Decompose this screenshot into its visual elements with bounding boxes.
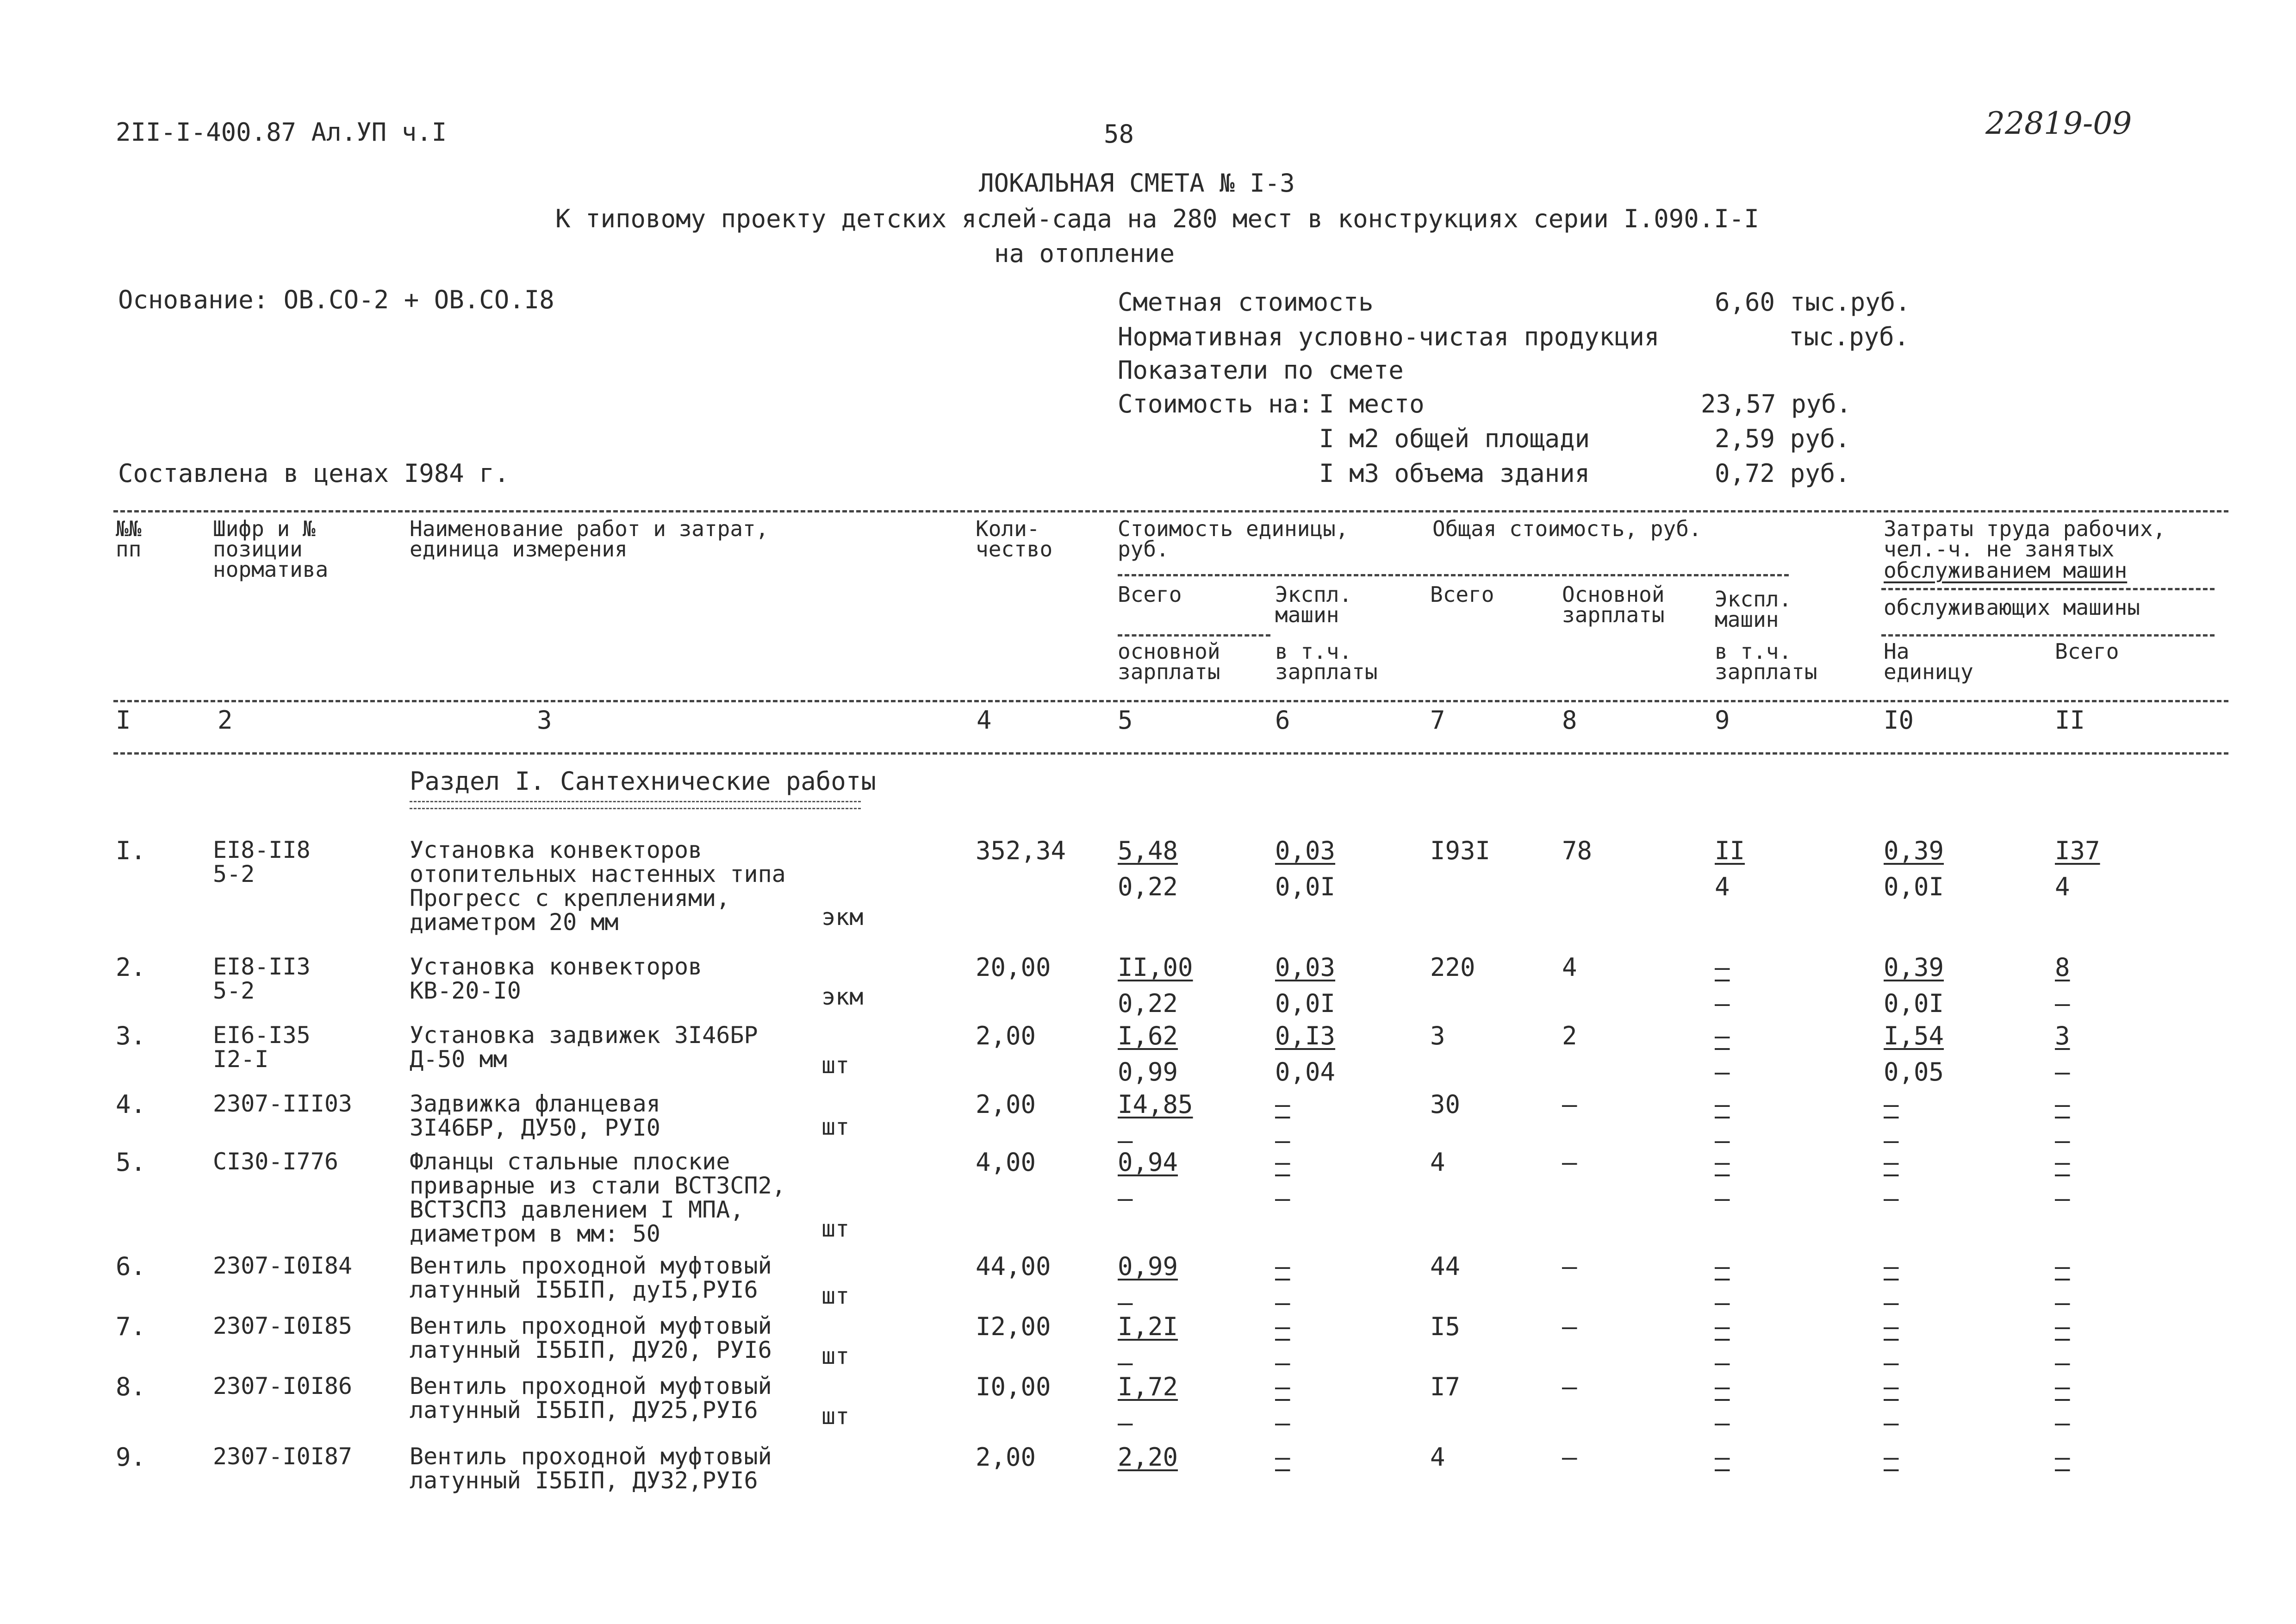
total-wage: – bbox=[1562, 1148, 1577, 1177]
total-machine-wage: 4 bbox=[1715, 872, 1730, 901]
labor-per-unit: – bbox=[1884, 1443, 1899, 1472]
total-cost: I5 bbox=[1430, 1312, 1461, 1341]
norm-code: ЕI8-II3 5-2 bbox=[213, 953, 311, 1004]
indicators-label: Показатели по смете bbox=[1118, 356, 1404, 385]
section-title: Раздел I. Сантехнические работы bbox=[410, 767, 876, 796]
labor-per-unit-machine: 0,0I bbox=[1884, 989, 1944, 1018]
labor-total: – bbox=[2055, 1312, 2070, 1341]
unit-cost-wage: – bbox=[1118, 1184, 1133, 1213]
column-number: 3 bbox=[537, 706, 552, 735]
unit-cost-header: Стоимость единицы, руб. bbox=[1118, 516, 1349, 562]
row-number: 3. bbox=[116, 1021, 146, 1050]
basis: Основание: ОВ.СО-2 + ОВ.СО.I8 bbox=[118, 285, 554, 314]
labor-per-unit-machine: – bbox=[1884, 1408, 1899, 1437]
col-number-header: №№ пп bbox=[116, 516, 142, 562]
unit-cost-machine-wage: – bbox=[1275, 1348, 1290, 1377]
page-number: 58 bbox=[1104, 119, 1134, 149]
labor-total-machine: – bbox=[2055, 1057, 2070, 1087]
total-cost: I7 bbox=[1430, 1372, 1461, 1401]
unit-of-measure: шт bbox=[821, 1215, 850, 1242]
section-title-double-underline bbox=[410, 801, 861, 809]
labor-per-unit: – bbox=[1884, 1252, 1899, 1281]
labor-per-unit: – bbox=[1884, 1090, 1899, 1119]
unit-cost-total: 5,48 bbox=[1118, 836, 1178, 865]
col9-machine-header: Экспл. машин bbox=[1715, 587, 1792, 632]
estimated-cost-label: Сметная стоимость bbox=[1118, 287, 1374, 317]
col11-total-header: Всего bbox=[2055, 639, 2119, 664]
prices-year: Составлена в ценах I984 г. bbox=[118, 459, 510, 488]
unit-of-measure: шт bbox=[821, 1282, 850, 1309]
norm-code: 2307-III03 bbox=[213, 1090, 353, 1117]
estimate-subtitle: К типовому проекту детских яслей-сада на 280 мест в конструкциях серии I.090.I-I bbox=[555, 204, 1759, 233]
unit-cost-machine-wage: – bbox=[1275, 1408, 1290, 1437]
col10-per-unit-header: На единицу bbox=[1884, 639, 1973, 684]
total-wage: – bbox=[1562, 1443, 1577, 1472]
estimate-title: ЛОКАЛЬНАЯ СМЕТА № I-3 bbox=[979, 169, 1295, 198]
unit-cost-wage: 0,22 bbox=[1118, 872, 1178, 901]
norm-code: 2307-I0I87 bbox=[213, 1443, 353, 1470]
work-name: Вентиль проходной муфтовый латунный I5БIП, дуI5,РУI6 bbox=[410, 1252, 772, 1303]
estimated-cost-value: 6,60 тыс.руб. bbox=[1715, 287, 1910, 317]
total-machine-wage: – bbox=[1715, 1057, 1730, 1087]
total-wage: – bbox=[1562, 1372, 1577, 1401]
header-sub-rule-3 bbox=[1118, 634, 1270, 637]
handwritten-stamp: 22819-09 bbox=[1985, 106, 2132, 141]
total-cost-header: Общая стоимость, руб. bbox=[1432, 516, 1702, 541]
unit-cost-machine-wage: 0,04 bbox=[1275, 1057, 1336, 1087]
per-m3-label: I м3 объема здания bbox=[1319, 459, 1590, 488]
labor-per-unit: I,54 bbox=[1884, 1021, 1944, 1050]
estimate-subject: на отопление bbox=[994, 239, 1175, 268]
col9-wage-header: в т.ч. зарплаты bbox=[1715, 639, 1817, 684]
total-wage: – bbox=[1562, 1312, 1577, 1341]
total-machine-wage: – bbox=[1715, 1288, 1730, 1317]
document-code: 2II-I-400.87 Ал.УП ч.I bbox=[116, 118, 447, 147]
unit-cost-wage: 0,22 bbox=[1118, 989, 1178, 1018]
labor-per-unit: – bbox=[1884, 1148, 1899, 1177]
total-wage: 78 bbox=[1562, 836, 1593, 865]
labor-subheader: обслуживанием машин bbox=[1884, 558, 2128, 583]
total-cost: 30 bbox=[1430, 1090, 1461, 1119]
unit-cost-machine: – bbox=[1275, 1090, 1290, 1119]
col-code-header: Шифр и № позиции норматива bbox=[213, 516, 329, 582]
col5-total-header: Всего bbox=[1118, 582, 1182, 607]
col6-wage-header: в т.ч. зарплаты bbox=[1275, 639, 1378, 684]
header-top-rule bbox=[113, 510, 2228, 512]
quantity: 20,00 bbox=[976, 953, 1051, 982]
column-number: I bbox=[116, 706, 131, 735]
row-number: 2. bbox=[116, 953, 146, 982]
norm-code: 2307-I0I86 bbox=[213, 1373, 353, 1399]
row-number: 8. bbox=[116, 1372, 146, 1401]
total-machine-wage: – bbox=[1715, 1408, 1730, 1437]
total-machine-wage: – bbox=[1715, 1126, 1730, 1155]
row-number: 6. bbox=[116, 1252, 146, 1281]
column-number: 5 bbox=[1118, 706, 1133, 735]
col6-machine-header: Экспл. машин bbox=[1275, 582, 1352, 627]
unit-cost-total: II,00 bbox=[1118, 953, 1193, 982]
labor-per-unit: 0,39 bbox=[1884, 953, 1944, 982]
column-number: 6 bbox=[1275, 706, 1290, 735]
normative-value: тыс.руб. bbox=[1789, 322, 1910, 351]
quantity: 44,00 bbox=[976, 1252, 1051, 1281]
work-name: Вентиль проходной муфтовый латунный I5БIП, ДУ25,РУI6 bbox=[410, 1373, 772, 1424]
quantity: 2,00 bbox=[976, 1443, 1036, 1472]
column-number: I0 bbox=[1884, 706, 1914, 735]
labor-per-unit-machine: – bbox=[1884, 1288, 1899, 1317]
work-name: Установка задвижек 3I46БР Д-50 мм bbox=[410, 1022, 758, 1073]
labor-total: – bbox=[2055, 1443, 2070, 1472]
unit-of-measure: шт bbox=[821, 1403, 850, 1430]
column-number: 8 bbox=[1562, 706, 1577, 735]
quantity: 2,00 bbox=[976, 1021, 1036, 1050]
work-name: Задвижка фланцевая 3I46БР, ДУ50, РУI0 bbox=[410, 1090, 660, 1141]
labor-total-machine: – bbox=[2055, 1126, 2070, 1155]
col-qty-header: Коли- чество bbox=[976, 516, 1053, 562]
column-number: 2 bbox=[218, 706, 233, 735]
labor-per-unit-machine: 0,0I bbox=[1884, 872, 1944, 901]
unit-cost-machine-wage: 0,0I bbox=[1275, 872, 1336, 901]
labor-total: – bbox=[2055, 1148, 2070, 1177]
norm-code: 2307-I0I84 bbox=[213, 1252, 353, 1279]
labor-per-unit: 0,39 bbox=[1884, 836, 1944, 865]
labor-total: – bbox=[2055, 1372, 2070, 1401]
labor-per-unit: – bbox=[1884, 1312, 1899, 1341]
total-machine: – bbox=[1715, 1021, 1730, 1050]
column-number: 7 bbox=[1430, 706, 1445, 735]
labor-total: I37 bbox=[2055, 836, 2100, 865]
total-machine: II bbox=[1715, 836, 1745, 865]
quantity: 4,00 bbox=[976, 1148, 1036, 1177]
labor-total-machine: – bbox=[2055, 1348, 2070, 1377]
total-cost: 220 bbox=[1430, 953, 1475, 982]
labor-total-machine: – bbox=[2055, 1288, 2070, 1317]
labor-total-machine: – bbox=[2055, 1184, 2070, 1213]
total-machine: – bbox=[1715, 1443, 1730, 1472]
row-number: 9. bbox=[116, 1443, 146, 1472]
total-wage: 2 bbox=[1562, 1021, 1577, 1050]
column-number: II bbox=[2055, 706, 2085, 735]
unit-cost-total: 0,94 bbox=[1118, 1148, 1178, 1177]
labor-subheader-2: обслуживающих машины bbox=[1884, 595, 2140, 620]
total-machine: – bbox=[1715, 1312, 1730, 1341]
work-name: Фланцы стальные плоские приварные из стали ВСТ3СП2, ВСТ3СП3 давлением I МПА, диаметром в мм: 50 bbox=[410, 1148, 786, 1247]
unit-cost-total: I4,85 bbox=[1118, 1090, 1193, 1119]
unit-cost-machine: 0,03 bbox=[1275, 836, 1336, 865]
unit-cost-total: 2,20 bbox=[1118, 1443, 1178, 1472]
per-m2-value: 2,59 руб. bbox=[1715, 424, 1850, 453]
work-name: Вентиль проходной муфтовый латунный I5БIП, ДУ20, РУI6 bbox=[410, 1312, 772, 1363]
labor-total: – bbox=[2055, 1090, 2070, 1119]
unit-cost-total: I,72 bbox=[1118, 1372, 1178, 1401]
labor-per-unit-machine: – bbox=[1884, 1348, 1899, 1377]
labor-total-machine: – bbox=[2055, 1408, 2070, 1437]
total-wage: – bbox=[1562, 1090, 1577, 1119]
total-machine: – bbox=[1715, 1090, 1730, 1119]
unit-cost-wage: 0,99 bbox=[1118, 1057, 1178, 1087]
unit-cost-machine: – bbox=[1275, 1148, 1290, 1177]
total-cost: 4 bbox=[1430, 1443, 1445, 1472]
unit-cost-machine: 0,I3 bbox=[1275, 1021, 1336, 1050]
row-number: 4. bbox=[116, 1090, 146, 1119]
per-m3-value: 0,72 руб. bbox=[1715, 459, 1850, 488]
total-machine-wage: – bbox=[1715, 989, 1730, 1018]
total-cost: 4 bbox=[1430, 1148, 1445, 1177]
norm-code: ЕI8-II8 5-2 bbox=[213, 837, 311, 887]
header-sub-rule-1 bbox=[1118, 574, 1789, 576]
total-wage: – bbox=[1562, 1252, 1577, 1281]
row-number: 7. bbox=[116, 1312, 146, 1341]
unit-cost-total: I,2I bbox=[1118, 1312, 1178, 1341]
unit-cost-machine: 0,03 bbox=[1275, 953, 1336, 982]
quantity: 2,00 bbox=[976, 1090, 1036, 1119]
work-name: Вентиль проходной муфтовый латунный I5БIП, ДУ32,РУI6 bbox=[410, 1443, 772, 1494]
col7-total-header: Всего bbox=[1430, 582, 1494, 607]
total-wage: 4 bbox=[1562, 953, 1577, 982]
labor-total: 3 bbox=[2055, 1021, 2070, 1050]
total-cost: 44 bbox=[1430, 1252, 1461, 1281]
labor-header: Затраты труда рабочих, чел.-ч. не занятых bbox=[1884, 516, 2166, 562]
labor-total-machine: – bbox=[2055, 989, 2070, 1018]
header-sub-rule-4 bbox=[1881, 634, 2215, 637]
column-number: 4 bbox=[977, 706, 992, 735]
per-m2-label: I м2 общей площади bbox=[1319, 424, 1590, 453]
labor-total-machine: 4 bbox=[2055, 872, 2070, 901]
unit-cost-total: I,62 bbox=[1118, 1021, 1178, 1050]
labor-per-unit-machine: – bbox=[1884, 1184, 1899, 1213]
total-machine-wage: – bbox=[1715, 1348, 1730, 1377]
norm-code: ЕI6-I35 I2-I bbox=[213, 1022, 311, 1073]
unit-cost-machine: – bbox=[1275, 1312, 1290, 1341]
unit-of-measure: экм bbox=[821, 983, 864, 1010]
unit-cost-machine: – bbox=[1275, 1443, 1290, 1472]
unit-cost-total: 0,99 bbox=[1118, 1252, 1178, 1281]
labor-per-unit-machine: 0,05 bbox=[1884, 1057, 1944, 1087]
total-machine: – bbox=[1715, 953, 1730, 982]
normative-label: Нормативная условно-чистая продукция bbox=[1118, 322, 1660, 351]
work-name: Установка конвекторов КВ-20-I0 bbox=[410, 953, 703, 1004]
unit-cost-wage: – bbox=[1118, 1126, 1133, 1155]
labor-total: – bbox=[2055, 1252, 2070, 1281]
total-cost: I93I bbox=[1430, 836, 1491, 865]
unit-of-measure: шт bbox=[821, 1113, 850, 1140]
labor-per-unit-machine: – bbox=[1884, 1126, 1899, 1155]
quantity: I0,00 bbox=[976, 1372, 1051, 1401]
unit-cost-machine: – bbox=[1275, 1372, 1290, 1401]
unit-cost-machine-wage: – bbox=[1275, 1126, 1290, 1155]
total-machine: – bbox=[1715, 1252, 1730, 1281]
col5-wage-header: основной зарплаты bbox=[1118, 639, 1220, 684]
row-number: 5. bbox=[116, 1148, 146, 1177]
work-name: Установка конвекторов отопительных настенных типа Прогресс с креплениями, диаметром 20 мм bbox=[410, 837, 786, 936]
per-place-value: 23,57 руб. bbox=[1701, 389, 1852, 418]
unit-cost-wage: – bbox=[1118, 1288, 1133, 1317]
unit-of-measure: шт bbox=[821, 1343, 850, 1369]
labor-total: 8 bbox=[2055, 953, 2070, 982]
col-name-header: Наименование работ и затрат, единица измерения bbox=[410, 516, 769, 562]
quantity: 352,34 bbox=[976, 836, 1066, 865]
unit-of-measure: экм bbox=[821, 904, 864, 931]
column-number: 9 bbox=[1715, 706, 1730, 735]
col8-wage-header: Основной зарплаты bbox=[1562, 582, 1665, 627]
total-cost: 3 bbox=[1430, 1021, 1445, 1050]
header-sub-rule-2 bbox=[1881, 588, 2215, 590]
norm-code: СI30-I776 bbox=[213, 1148, 338, 1175]
total-machine: – bbox=[1715, 1148, 1730, 1177]
unit-cost-machine-wage: 0,0I bbox=[1275, 989, 1336, 1018]
numbers-bottom-rule bbox=[113, 752, 2228, 755]
unit-cost-wage: – bbox=[1118, 1348, 1133, 1377]
unit-cost-wage: – bbox=[1118, 1408, 1133, 1437]
unit-of-measure: шт bbox=[821, 1052, 850, 1079]
cost-per-label: Стоимость на: bbox=[1118, 389, 1313, 418]
row-number: I. bbox=[116, 836, 146, 865]
quantity: I2,00 bbox=[976, 1312, 1051, 1341]
norm-code: 2307-I0I85 bbox=[213, 1312, 353, 1339]
labor-per-unit: – bbox=[1884, 1372, 1899, 1401]
per-place-label: I место bbox=[1319, 389, 1425, 418]
header-bottom-rule bbox=[113, 700, 2228, 702]
total-machine: – bbox=[1715, 1372, 1730, 1401]
total-machine-wage: – bbox=[1715, 1184, 1730, 1213]
unit-cost-machine-wage: – bbox=[1275, 1288, 1290, 1317]
unit-cost-machine-wage: – bbox=[1275, 1184, 1290, 1213]
unit-cost-machine: – bbox=[1275, 1252, 1290, 1281]
